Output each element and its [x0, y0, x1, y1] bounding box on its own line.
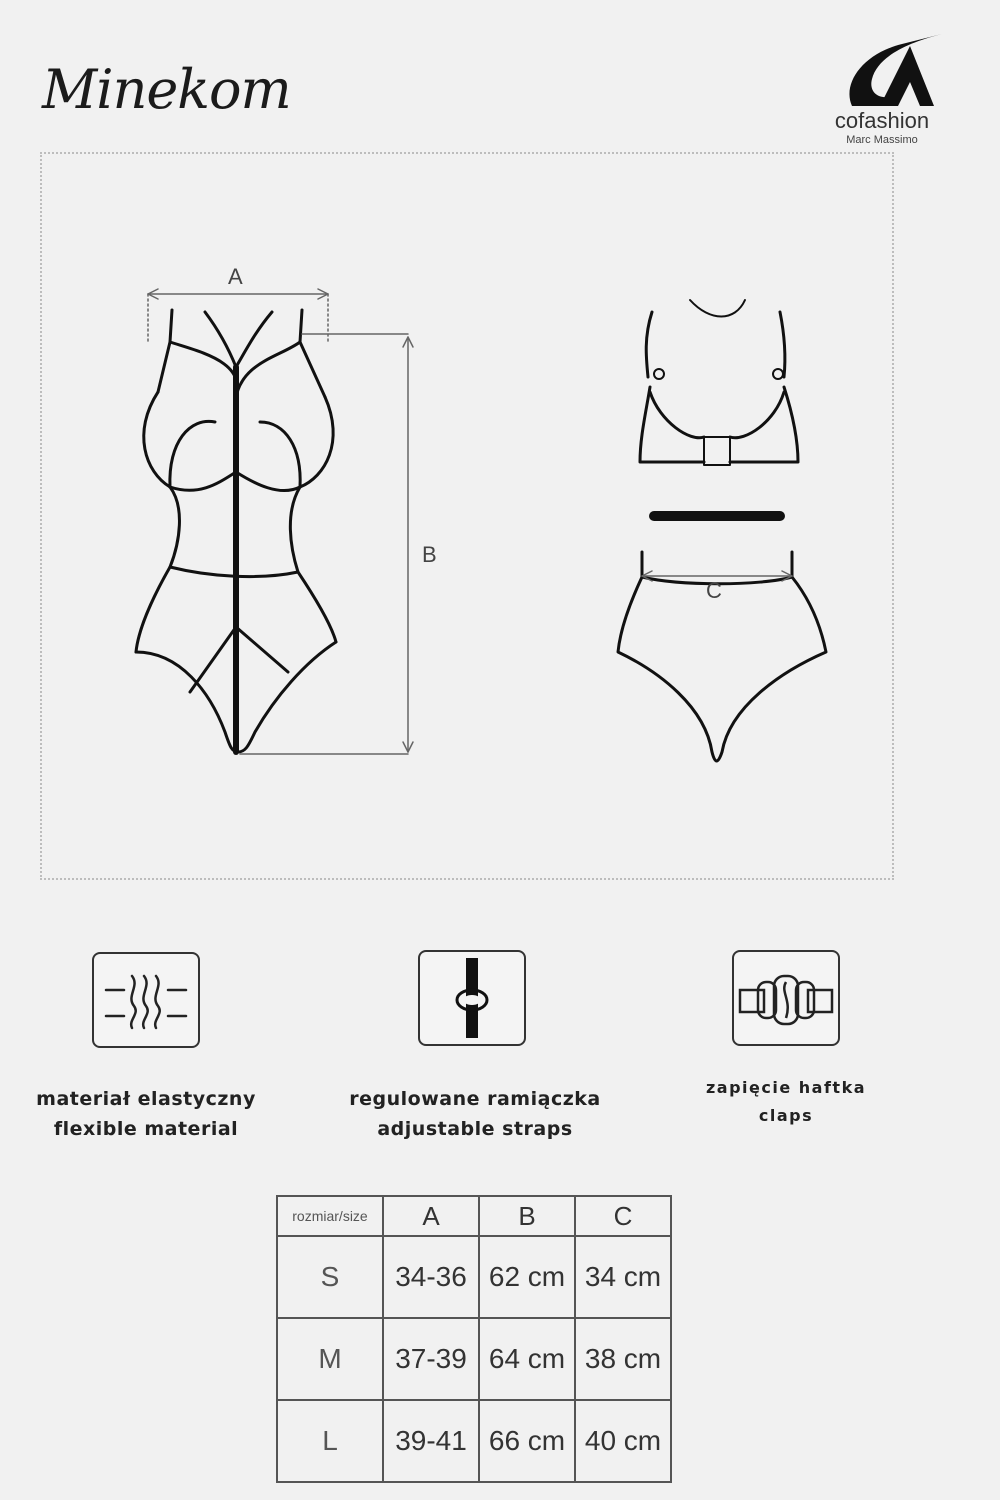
dimension-c-label: C: [706, 578, 722, 603]
size-cell: M: [277, 1318, 383, 1400]
table-row: [277, 1318, 671, 1400]
feature-clasp-line2: claps: [758, 1106, 814, 1125]
b-cell: 66 cm: [479, 1400, 575, 1482]
b-cell: 64 cm: [479, 1318, 575, 1400]
header-size: rozmiar/size: [277, 1196, 383, 1236]
size-cell: L: [277, 1400, 383, 1482]
header-a: A: [383, 1196, 479, 1236]
a-cell: 39-41: [383, 1400, 479, 1482]
feature-straps-line1: regulowane ramiączka: [349, 1088, 601, 1110]
elastic-material-icon: [92, 952, 200, 1048]
feature-elastic-text: [16, 1084, 276, 1144]
product-title: Minekom: [42, 58, 291, 121]
feature-straps-text: [330, 1084, 620, 1144]
header-c: C: [575, 1196, 671, 1236]
size-cell: S: [277, 1236, 383, 1318]
garment-diagram: [40, 152, 894, 880]
feature-clasp-text: [666, 1074, 906, 1130]
b-cell: 62 cm: [479, 1236, 575, 1318]
brand-name: cofashion: [834, 108, 930, 133]
a-cell: 37-39: [383, 1318, 479, 1400]
a-cell: 34-36: [383, 1236, 479, 1318]
brand-sub: Marc Massimo: [846, 134, 918, 146]
adjustable-straps-icon: [418, 950, 526, 1046]
c-cell: 34 cm: [575, 1236, 671, 1318]
dimension-a-label: A: [228, 264, 243, 289]
header-b: B: [479, 1196, 575, 1236]
size-table-header: [277, 1196, 671, 1236]
c-cell: 40 cm: [575, 1400, 671, 1482]
feature-clasp-line1: zapięcie haftka: [705, 1078, 867, 1097]
dimension-b-label: B: [422, 542, 437, 567]
table-row: [277, 1400, 671, 1482]
table-row: [277, 1236, 671, 1318]
size-table: [276, 1195, 672, 1483]
bra-drawing: [618, 300, 826, 761]
hook-clasp-icon: [732, 950, 840, 1046]
feature-elastic-line1: materiał elastyczny: [36, 1088, 256, 1110]
c-cell: 38 cm: [575, 1318, 671, 1400]
feature-straps-line2: adjustable straps: [377, 1118, 573, 1140]
bodysuit-drawing: [136, 310, 336, 752]
feature-elastic-line2: flexible material: [53, 1118, 239, 1140]
